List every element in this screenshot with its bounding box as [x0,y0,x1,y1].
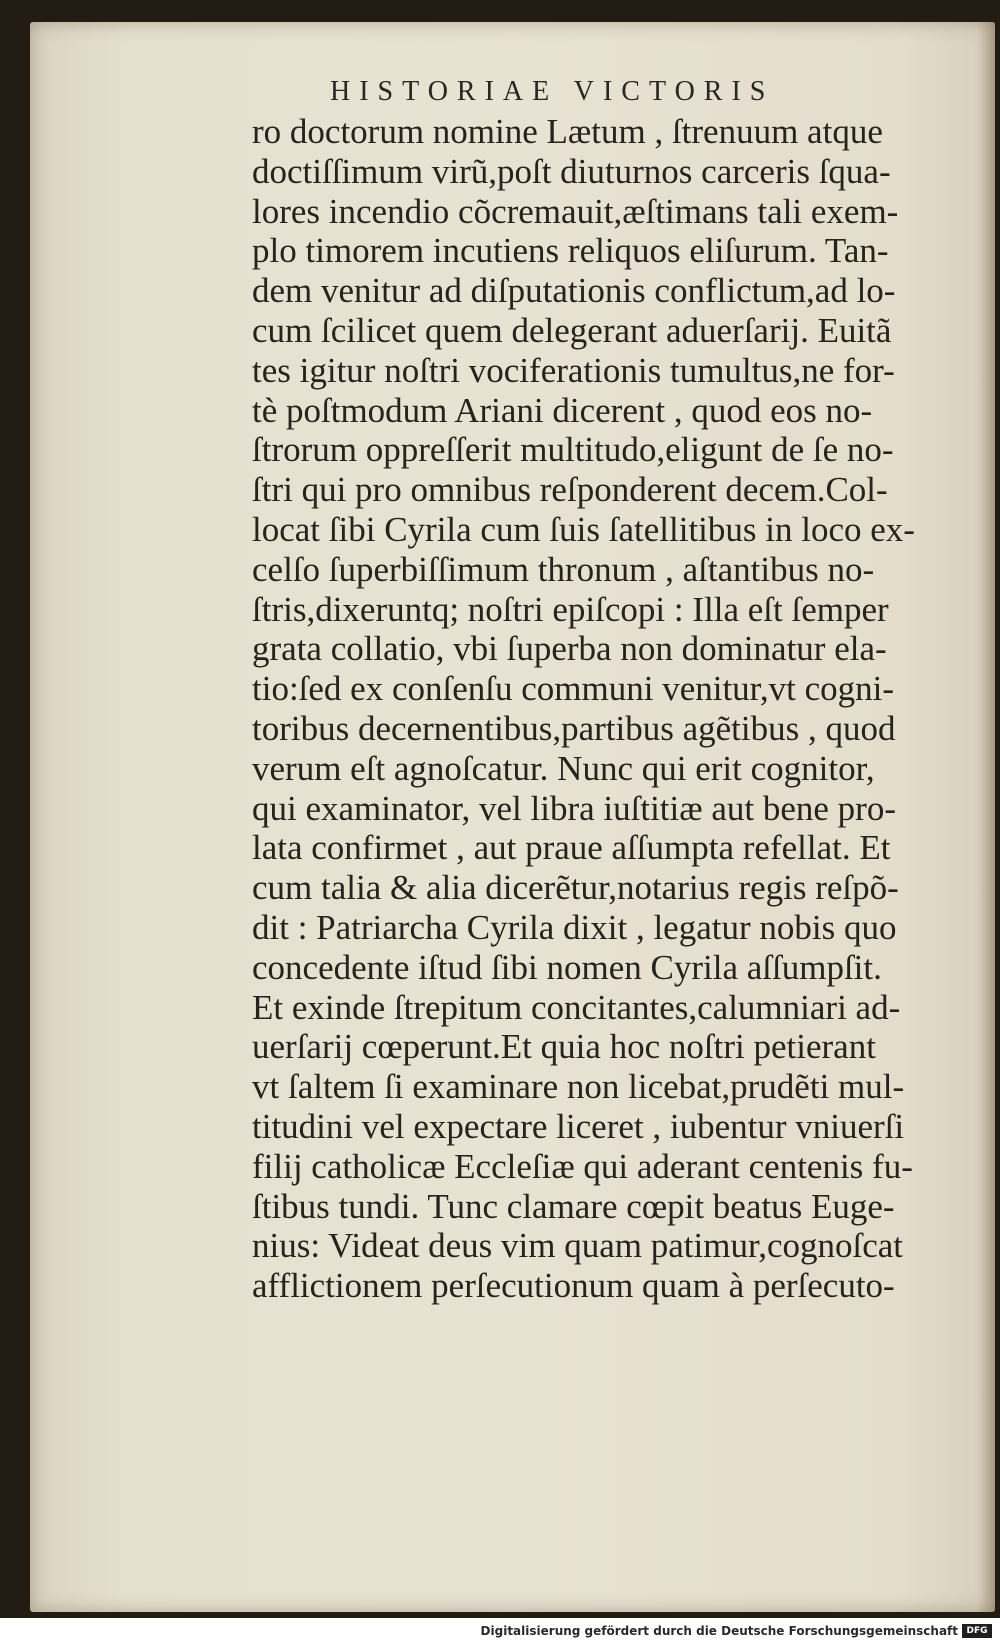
text-line: ro doctorum nomine Lætum , ſtrenuum atque [252,112,883,151]
dfg-logo-icon: DFG [962,1624,992,1638]
text-line: qui examinator, vel libra iuſtitiæ aut bene pro- [252,788,896,828]
running-head: HISTORIAE VICTORIS [330,76,775,107]
text-line: dit : Patriarcha Cyrila dixit , legatur nobis quo [252,907,897,947]
text-line: titudini vel expectare liceret , iubentur vniuerſi [252,1106,905,1146]
text-line: ſtrorum oppreſſerit multitudo,eligunt de ſe no- [252,430,894,470]
text-line: uerſarij cœperunt.Et quia hoc noſtri petierant [252,1027,876,1067]
text-line: tes igitur noſtri vociferationis tumultus,ne for- [252,350,895,390]
text-line: toribus decernentibus,partibus agẽtibus , quod [252,708,896,748]
text-line: dem venitur ad diſputationis conflictum,ad lo- [252,271,896,311]
text-line: doctiſſimum virũ,poſt diuturnos carceris ſqua- [252,151,891,191]
text-line: vt ſaltem ſi examinare non licebat,prudẽti mul- [252,1067,905,1107]
text-line: afflictionem perſecutionum quam à perſecuto- [252,1266,895,1306]
text-line: lores incendio cõcremauit,æſtimans tali exem- [252,191,899,231]
text-line: tio:ſed ex conſenſu communi venitur,vt cogni- [252,669,895,709]
text-line: ſtris,dixeruntq; noſtri epiſcopi : Illa eſt ſemper [252,589,889,629]
text-line: nius: Videat deus vim quam patimur,cognoſcat [252,1226,904,1266]
text-line: filij catholicæ Eccleſiæ qui aderant centenis fu- [252,1146,913,1186]
text-line: celſo ſuperbiſſimum thronum , aſtantibus no- [252,549,875,589]
text-line: plo timorem incutiens reliquos eliſurum. Tan- [252,231,889,271]
text-line: concedente iſtud ſibi nomen Cyrila aſſumpſit. [252,947,882,987]
text-line: cum ſcilicet quem delegerant aduerſarij. Euitã [252,310,892,350]
text-line: Et exinde ſtrepitum concitantes,calumniari ad- [252,987,901,1027]
page-edge-shadow [977,22,995,1612]
text-line: verum eſt agnoſcatur. Nunc qui erit cognitor, [252,748,875,788]
text-line: ſtri qui pro omnibus reſponderent decem.Col- [252,470,888,510]
text-line: tè poſtmodum Ariani dicerent , quod eos no- [252,390,873,430]
text-line: lata confirmet , aut praue aſſumpta refellat. Et [252,828,891,868]
body-text [252,112,942,1306]
text-line: cum talia & alia dicerẽtur,notarius regis reſpõ- [252,868,899,908]
funding-credit: Digitalisierung gefördert durch die Deutsche Forschungsgemeinschaft [480,1624,958,1638]
text-line: locat ſibi Cyrila cum ſuis ſatellitibus in loco ex- [252,509,915,549]
text-line: grata collatio, vbi ſuperba non dominatur ela- [252,629,887,669]
text-line: ſtibus tundi. Tunc clamare cœpit beatus Euge- [252,1186,895,1226]
